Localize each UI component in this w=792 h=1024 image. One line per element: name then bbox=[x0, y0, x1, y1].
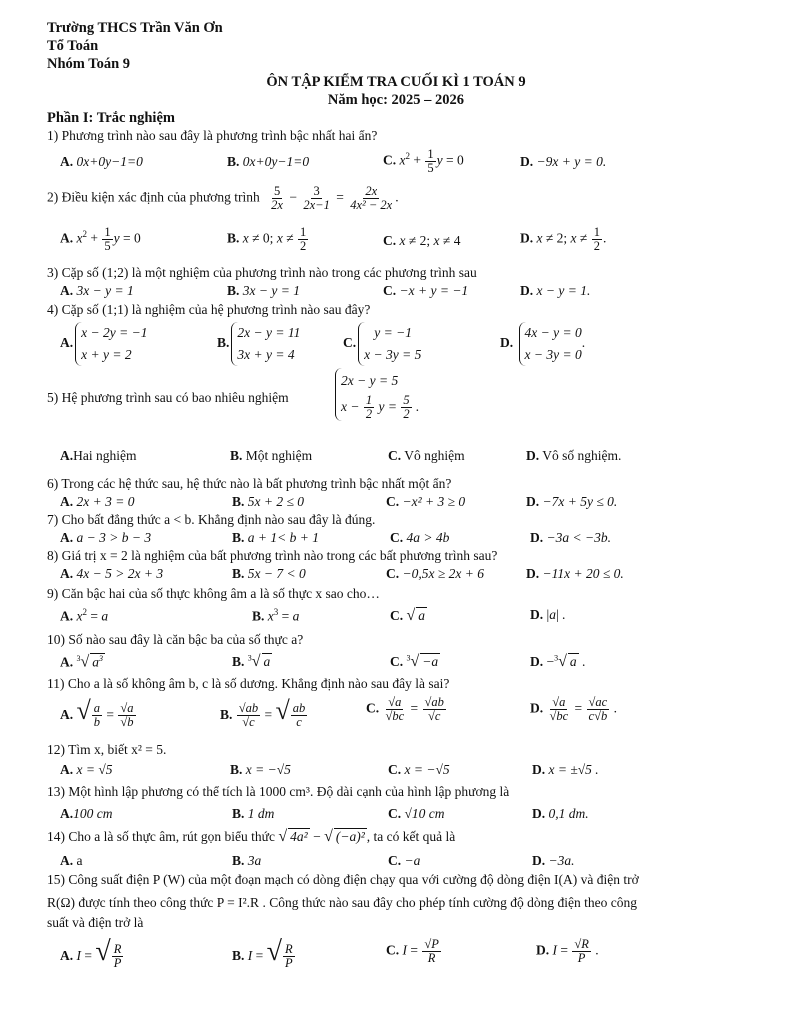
question-9: 9) Căn bậc hai của số thực không âm a là số thực x sao cho… bbox=[47, 586, 380, 601]
q9-options: A. $x^2 = a$ B. $x^3 = a$ C. √ a D. |a| . bbox=[60, 607, 566, 624]
q1-options: A. 0x+0y−1=0 B. 0x+0y−1=0 C. $x^2$ + $\frac{1}{5}$ y = 0 D. −9x + y = 0. bbox=[60, 147, 607, 175]
q15-options: A. I = √ $\frac{R}{P}$ B. I = √ $\frac{R}{P}$ C. I = $\frac{√P}{R}$ D. I = $\frac{√R}{P}$ . bbox=[60, 936, 599, 971]
question-6: 6) Trong các hệ thức sau, hệ thức nào là bất phương trình bậc nhất một ẩn? bbox=[47, 476, 452, 491]
q6-options: A. 2x + 3 = 0 B. 5x + 2 ≤ 0 C. −x² + 3 ≥ 0 D. −7x + 5y ≤ 0. bbox=[60, 494, 618, 509]
question-11: 11) Cho a là số không âm b, c là số dương. Khẳng định nào sau đây là sai? bbox=[47, 676, 450, 691]
q7-options: A. a − 3 > b − 3 B. a + 1< b + 1 C. 4a > 4b D. −3a < −3b. bbox=[60, 530, 611, 545]
question-15-line-3: suất và điện trở là bbox=[47, 915, 144, 930]
q12-options: A. x = √5 B. x = −√5 C. x = −√5 D. x = ±√5 . bbox=[60, 762, 599, 777]
question-13: 13) Một hình lập phương có thể tích là 1000 cm³. Độ dài cạnh của hình lập phương là bbox=[47, 784, 510, 799]
q2-options: A. $x^2$ + $\frac{1}{5}$ y = 0 B. x ≠ 0; x ≠ $\frac{1}{2}$ C. x ≠ 2; x ≠ 4 D. x ≠ 2; x ≠ $\frac{1}{2}$ . bbox=[60, 225, 607, 253]
question-1: 1) Phương trình nào sau đây là phương trình bậc nhất hai ẩn? bbox=[47, 128, 378, 143]
q14-options: A. a B. 3a C. −a D. −3a. bbox=[60, 853, 575, 868]
q5-options: A.Hai nghiệm B. Một nghiệm C. Vô nghiệm D. Vô số nghiệm. bbox=[60, 448, 622, 463]
question-3: 3) Cặp số (1;2) là một nghiệm của phương trình nào trong các phương trình sau bbox=[47, 265, 477, 280]
part-heading: Phần I: Trắc nghiệm bbox=[47, 110, 175, 126]
page-title: ÔN TẬP KIỂM TRA CUỐI KÌ 1 TOÁN 9 bbox=[266, 74, 526, 90]
question-14: 14) Cho a là số thực âm, rút gọn biểu thức √ 4a² − √ (−a)² , ta có kết quả là bbox=[47, 828, 456, 845]
question-12: 12) Tìm x, biết x² = 5. bbox=[47, 742, 167, 757]
question-4: 4) Cặp số (1;1) là nghiệm của hệ phương trình nào sau đây? bbox=[47, 302, 371, 317]
question-2: 2) Điều kiện xác định của phương trình $\frac{5}{2x}$ − $\frac{3}{2x-1}$ = $\frac{2x}{\text{4x² − 2x}}$ . bbox=[47, 184, 399, 212]
question-8: 8) Giá trị x = 2 là nghiệm của bất phương trình nào trong các bất phương trình sau? bbox=[47, 548, 498, 563]
school-name: Trường THCS Trần Văn Ơn bbox=[47, 20, 223, 36]
q13-options: A.100 cm B. 1 dm C. √10 cm D. 0,1 dm. bbox=[60, 806, 589, 821]
question-15-line-2: R(Ω) được tính theo công thức P = I².R . Công thức nào sau đây cho phép tính cường độ dòng điện theo công bbox=[47, 895, 638, 910]
question-15-line-1: 15) Công suất điện P (W) của một đoạn mạch có dòng điện chạy qua với cường độ dòng điện I(A) và điện trở bbox=[47, 872, 639, 887]
q3-options: A. 3x − y = 1 B. 3x − y = 1 C. −x + y = −1 D. x − y = 1. bbox=[60, 283, 591, 298]
question-10: 10) Số nào sau đây là căn bậc ba của số thực a? bbox=[47, 632, 304, 647]
q10-options: A. $^3$√ $a^3$ B. $^3$√ a C. $^3$√ −a D. −$^3$√ a . bbox=[60, 653, 586, 671]
question-7: 7) Cho bất đẳng thức a < b. Khẳng định nào sau đây là đúng. bbox=[47, 512, 376, 527]
q4-options: A. x − 2y = −1 x + y = 2 B. 2x − y = 11 3x + y = 4 C. y = −1 x − 3y = 5 D. 4x − y = 0 x − 3y = 0 . bbox=[60, 322, 760, 368]
school-year: Năm học: 2025 – 2026 bbox=[327, 92, 465, 108]
q11-options: A. √ $\frac{a}{b}$ = $\frac{√a}{√b}$ B. $\frac{√ab}{√c}$ = √ $\frac{ab}{c}$ C. $\frac{√a}{√bc}$ = $\frac{√ab}{√c}$ D. $\frac{√a}{√bc}$ = $\frac{√ac}{c√b}$ . bbox=[60, 695, 617, 730]
department: Tổ Toán bbox=[47, 38, 99, 54]
group-name: Nhóm Toán 9 bbox=[47, 56, 131, 72]
q8-options: A. 4x − 5 > 2x + 3 B. 5x − 7 < 0 C. −0,5x ≥ 2x + 6 D. −11x + 20 ≤ 0. bbox=[60, 566, 624, 581]
